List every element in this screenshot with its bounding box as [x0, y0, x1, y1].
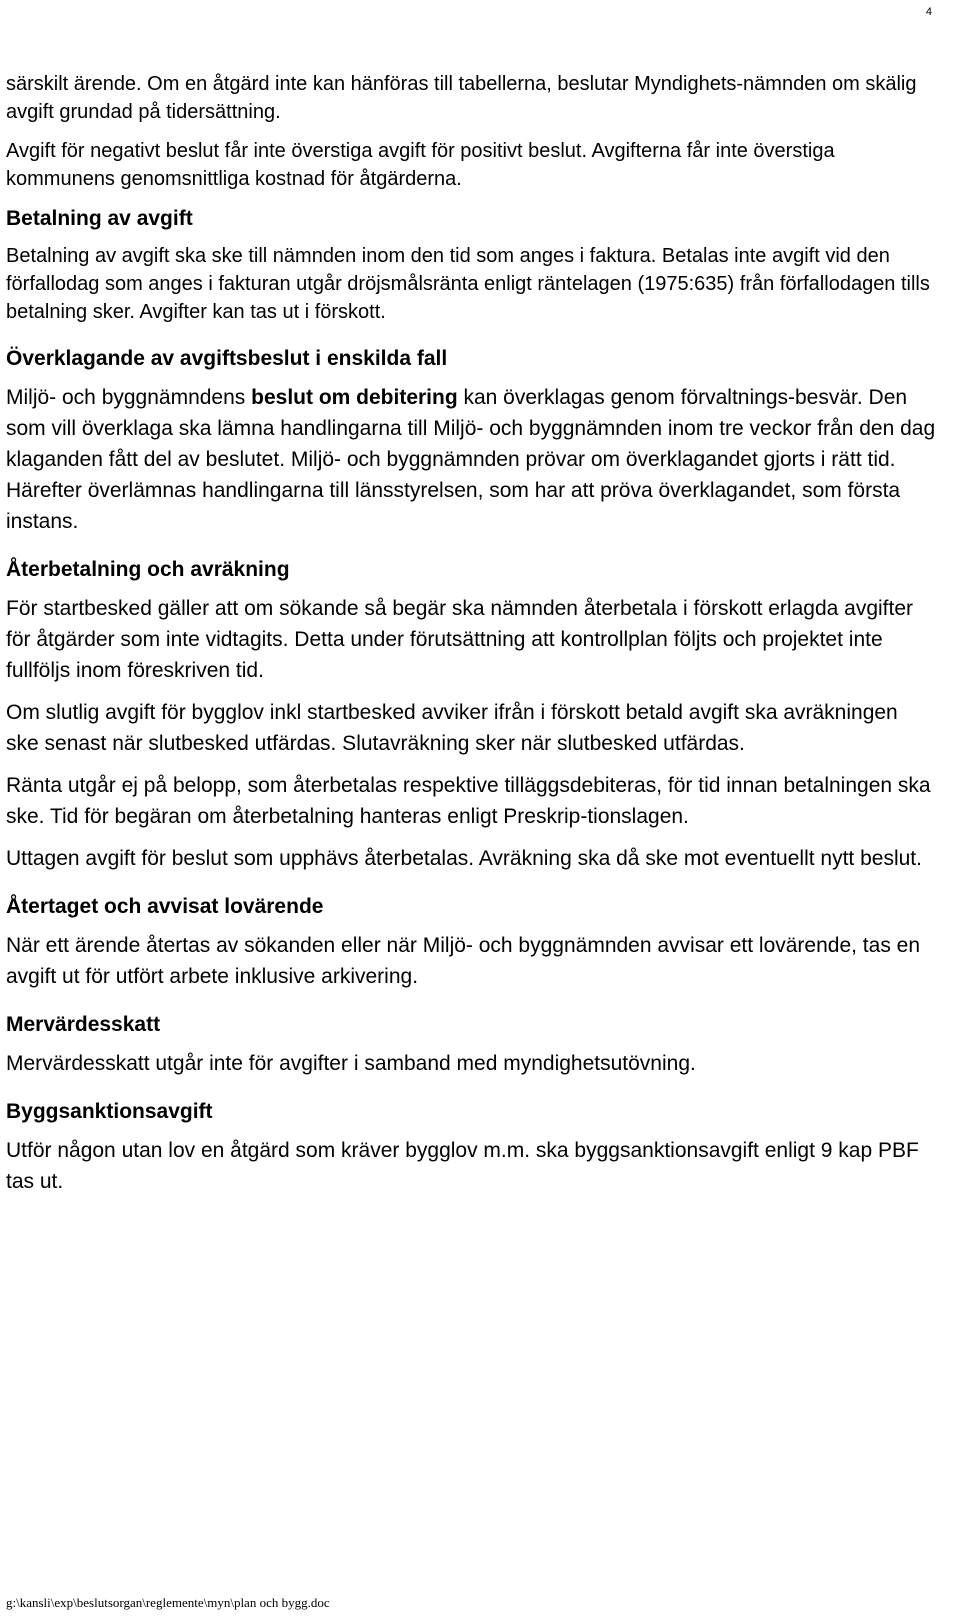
- paragraph-intro: särskilt ärende. Om en åtgärd inte kan hänföras till tabellerna, beslutar Myndighets-nämnden om skälig avgift grundad på tidersättning.: [6, 73, 917, 123]
- overklagande-text-bold: beslut om debitering: [251, 386, 458, 409]
- heading-byggsanktion: Byggsanktionsavgift: [6, 1100, 213, 1123]
- page-number: 4: [925, 6, 932, 18]
- paragraph-negative-decision: Avgift för negativt beslut får inte överstiga avgift för positivt beslut. Avgifterna får inte överstiga kommunens genomsnittliga kostnad för åtgärderna.: [6, 140, 835, 190]
- heading-overklagande: Överklagande av avgiftsbeslut i enskilda fall: [6, 347, 448, 370]
- paragraph-atertaget: När ett ärende återtas av sökanden eller när Miljö- och byggnämnden avvisar ett lovärende, tas en avgift ut för utfört arbete inklusive arkivering.: [6, 934, 921, 988]
- footer-file-path: g:\kansli\exp\beslutsorgan\reglemente\myn\plan och bygg.doc: [6, 1595, 330, 1610]
- paragraph-aterbetalning-1: För startbesked gäller att om sökande så begär ska nämnden återbetala i förskott erlagda avgifter för åtgärder som inte vidtagits. Detta under förutsättning att kontrollplan följts och projektet inte fullföljs inom föreskriven tid.: [6, 597, 913, 682]
- paragraph-betalning: Betalning av avgift ska ske till nämnden inom den tid som anges i faktura. Betalas inte avgift vid den förfallodag som anges i fakturan utgår dröjsmålsränta enligt räntelagen (1975:635) från förfallodagen tills betalning sker. Avgifter kan tas ut i förskott.: [6, 245, 930, 323]
- overklagande-text-after: kan överklagas genom förvaltnings-besvär. Den som vill överklaga ska lämna handlingarna till Miljö- och byggnämnden inom tre veckor från den dag klaganden fått del av beslutet. Miljö- och byggnämnden prövar om överklagandet gjorts i rätt tid. Härefter överlämnas handlingarna till länsstyrelsen, som har att pröva överklagandet, som första instans.: [6, 386, 936, 533]
- document-body: [6, 70, 936, 1208]
- paragraph-aterbetalning-4: Uttagen avgift för beslut som upphävs återbetalas. Avräkning ska då ske mot eventuellt nytt beslut.: [6, 847, 922, 870]
- paragraph-aterbetalning-2: Om slutlig avgift för bygglov inkl startbesked avviker ifrån i förskott betald avgift ska avräkningen ske senast när slutbesked utfärdas. Slutavräkning sker när slutbesked utfärdas.: [6, 701, 898, 755]
- heading-aterbetalning: Återbetalning och avräkning: [6, 558, 290, 581]
- heading-mervardesskatt: Mervärdesskatt: [6, 1013, 161, 1036]
- overklagande-text-before: Miljö- och byggnämndens: [6, 386, 252, 409]
- paragraph-overklagande: [6, 382, 936, 537]
- heading-atertaget: Återtaget och avvisat lovärende: [6, 895, 324, 918]
- paragraph-aterbetalning-3: Ränta utgår ej på belopp, som återbetalas respektive tilläggsdebiteras, för tid innan betalningen ska ske. Tid för begäran om återbetalning hanteras enligt Preskrip-tionslagen.: [6, 774, 931, 828]
- paragraph-byggsanktion: Utför någon utan lov en åtgärd som kräver bygglov m.m. ska byggsanktionsavgift enligt 9 kap PBF tas ut.: [6, 1139, 919, 1193]
- heading-betalning: Betalning av avgift: [6, 207, 193, 230]
- paragraph-mervardesskatt: Mervärdesskatt utgår inte för avgifter i samband med myndighetsutövning.: [6, 1052, 696, 1075]
